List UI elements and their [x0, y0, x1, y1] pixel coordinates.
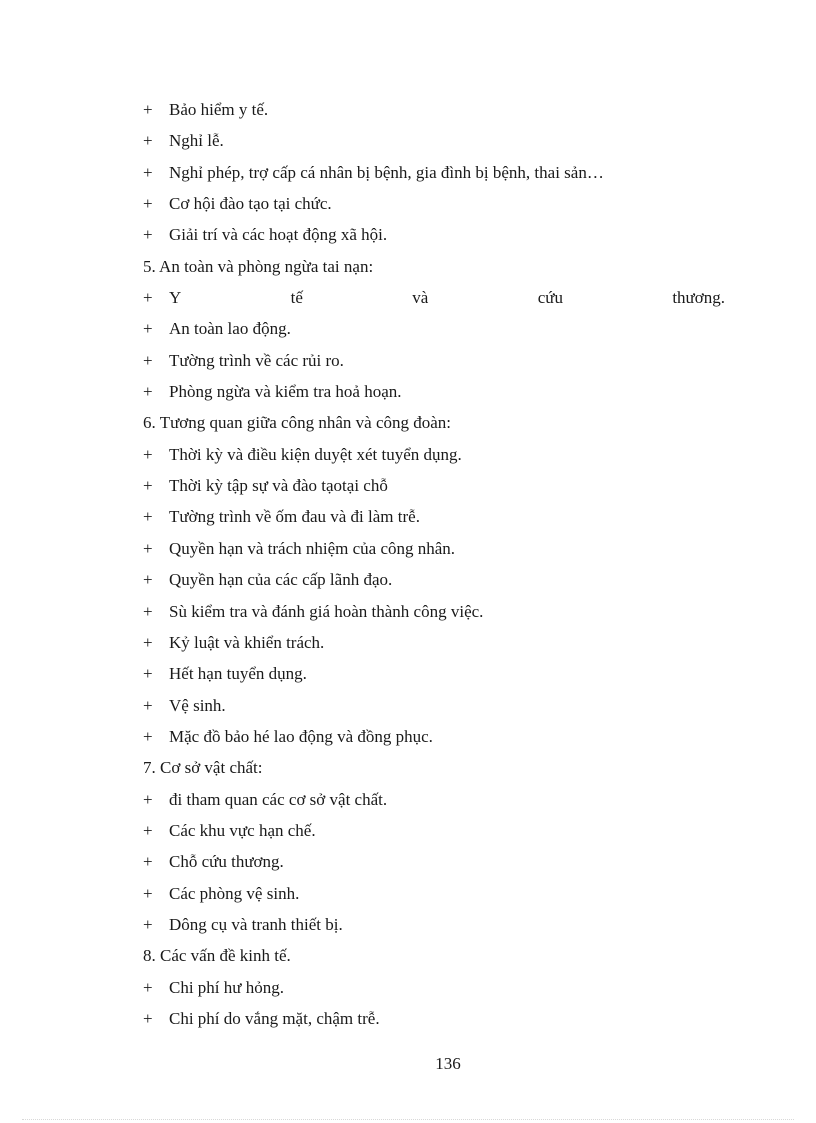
plus-bullet-icon: + [143, 1008, 153, 1028]
plus-bullet-icon: + [143, 570, 153, 590]
list-item-text: Nghỉ lễ. [169, 131, 224, 151]
list-item-text: Vệ sinh. [169, 695, 226, 715]
list-item-text: Giải trí và các hoạt động xã hội. [169, 225, 388, 245]
plus-bullet-icon: + [143, 382, 153, 402]
list-item-text [169, 282, 725, 313]
plus-bullet-icon: + [143, 726, 153, 746]
list-item [143, 564, 725, 595]
footer-divider [22, 1119, 794, 1120]
list-item [143, 282, 725, 313]
list-item-text: Tường trình về ốm đau và đi làm trễ. [169, 507, 420, 527]
list-item [143, 439, 725, 470]
list-item [143, 470, 725, 501]
list-item-word: và [412, 288, 429, 308]
section-heading-text: 6. Tương quan giữa công nhân và công đoàn: [143, 413, 452, 433]
plus-bullet-icon: + [143, 444, 153, 464]
list-item-text: Nghỉ phép, trợ cấp cá nhân bị bệnh, gia đình bị bệnh, thai sản… [169, 162, 604, 182]
list-item-text: Tường trình về các rủi ro. [169, 350, 344, 370]
plus-bullet-icon: + [143, 476, 153, 496]
list-item [143, 815, 725, 846]
list-item [143, 376, 725, 407]
plus-bullet-icon: + [143, 162, 153, 182]
list-item [143, 313, 725, 344]
section-heading-text: 7. Cơ sở vật chất: [143, 758, 263, 778]
list-item-text: đi tham quan các cơ sở vật chất. [169, 789, 388, 809]
plus-bullet-icon: + [143, 820, 153, 840]
plus-bullet-icon: + [143, 977, 153, 997]
list-item-text: Cơ hội đào tạo tại chức. [169, 194, 332, 214]
list-item-text: Sù kiểm tra và đánh giá hoàn thành công việc. [169, 601, 484, 621]
section-heading [143, 407, 725, 438]
plus-bullet-icon: + [143, 507, 153, 527]
list-item [143, 219, 725, 250]
list-item [143, 690, 725, 721]
list-item-text: Chỗ cứu thương. [169, 852, 284, 872]
plus-bullet-icon: + [143, 131, 153, 151]
list-item-text: Thời kỳ và điều kiện duyệt xét tuyển dụng. [169, 444, 462, 464]
list-item-word: tế [290, 288, 303, 308]
section-heading-text: 8. Các vấn đề kinh tế. [143, 946, 291, 966]
plus-bullet-icon: + [143, 288, 153, 308]
plus-bullet-icon: + [143, 664, 153, 684]
list-item [143, 596, 725, 627]
list-item [143, 972, 725, 1003]
plus-bullet-icon: + [143, 350, 153, 370]
section-heading [143, 752, 725, 783]
plus-bullet-icon: + [143, 789, 153, 809]
list-item-text: Mặc đồ bảo hé lao động và đồng phục. [169, 726, 433, 746]
list-item-text: Dông cụ và tranh thiết bị. [169, 914, 343, 934]
list-item-text: Chi phí do vắng mặt, chậm trễ. [169, 1008, 380, 1028]
page-body [143, 94, 725, 1034]
plus-bullet-icon: + [143, 695, 153, 715]
list-item-text: Kỷ luật và khiển trách. [169, 632, 325, 652]
list-item [143, 188, 725, 219]
plus-bullet-icon: + [143, 601, 153, 621]
list-item-text: Bảo hiểm y tế. [169, 100, 269, 119]
plus-bullet-icon: + [143, 632, 153, 652]
list-item-text: Chi phí hư hỏng. [169, 977, 284, 997]
list-item [143, 658, 725, 689]
plus-bullet-icon: + [143, 914, 153, 934]
list-item-text: Quyền hạn của các cấp lãnh đạo. [169, 570, 393, 590]
list-item [143, 721, 725, 752]
list-item [143, 627, 725, 658]
plus-bullet-icon: + [143, 225, 153, 245]
section-heading [143, 251, 725, 282]
list-item [143, 784, 725, 815]
list-item [143, 125, 725, 156]
list-item-text: Phòng ngừa và kiểm tra hoả hoạn. [169, 382, 402, 402]
plus-bullet-icon: + [143, 319, 153, 339]
list-item [143, 846, 725, 877]
list-item [143, 501, 725, 532]
list-item [143, 533, 725, 564]
list-item-text: Thời kỳ tập sự và đào tạotại chỗ [169, 476, 388, 496]
list-item-text: Hết hạn tuyển dụng. [169, 664, 307, 684]
section-heading-text: 5. An toàn và phòng ngừa tai nạn: [143, 256, 374, 276]
plus-bullet-icon: + [143, 883, 153, 903]
list-item-text: Các phòng vệ sinh. [169, 883, 300, 903]
list-item-word: cứu [537, 288, 563, 308]
list-item-text: Quyền hạn và trách nhiệm của công nhân. [169, 538, 456, 558]
list-item [143, 345, 725, 376]
list-item [143, 878, 725, 909]
list-item-text: Các khu vực hạn chế. [169, 820, 316, 840]
list-item [143, 1003, 725, 1034]
list-item [143, 94, 725, 125]
list-item [143, 157, 725, 188]
list-item-word: thương. [672, 288, 725, 308]
plus-bullet-icon: + [143, 538, 153, 558]
plus-bullet-icon: + [143, 194, 153, 214]
list-item-text: An toàn lao động. [169, 319, 291, 339]
section-heading [143, 940, 725, 971]
list-item-word: Y [169, 288, 182, 308]
plus-bullet-icon: + [143, 852, 153, 872]
page-number: 136 [435, 1054, 461, 1073]
list-item [143, 909, 725, 940]
plus-bullet-icon: + [143, 100, 153, 119]
